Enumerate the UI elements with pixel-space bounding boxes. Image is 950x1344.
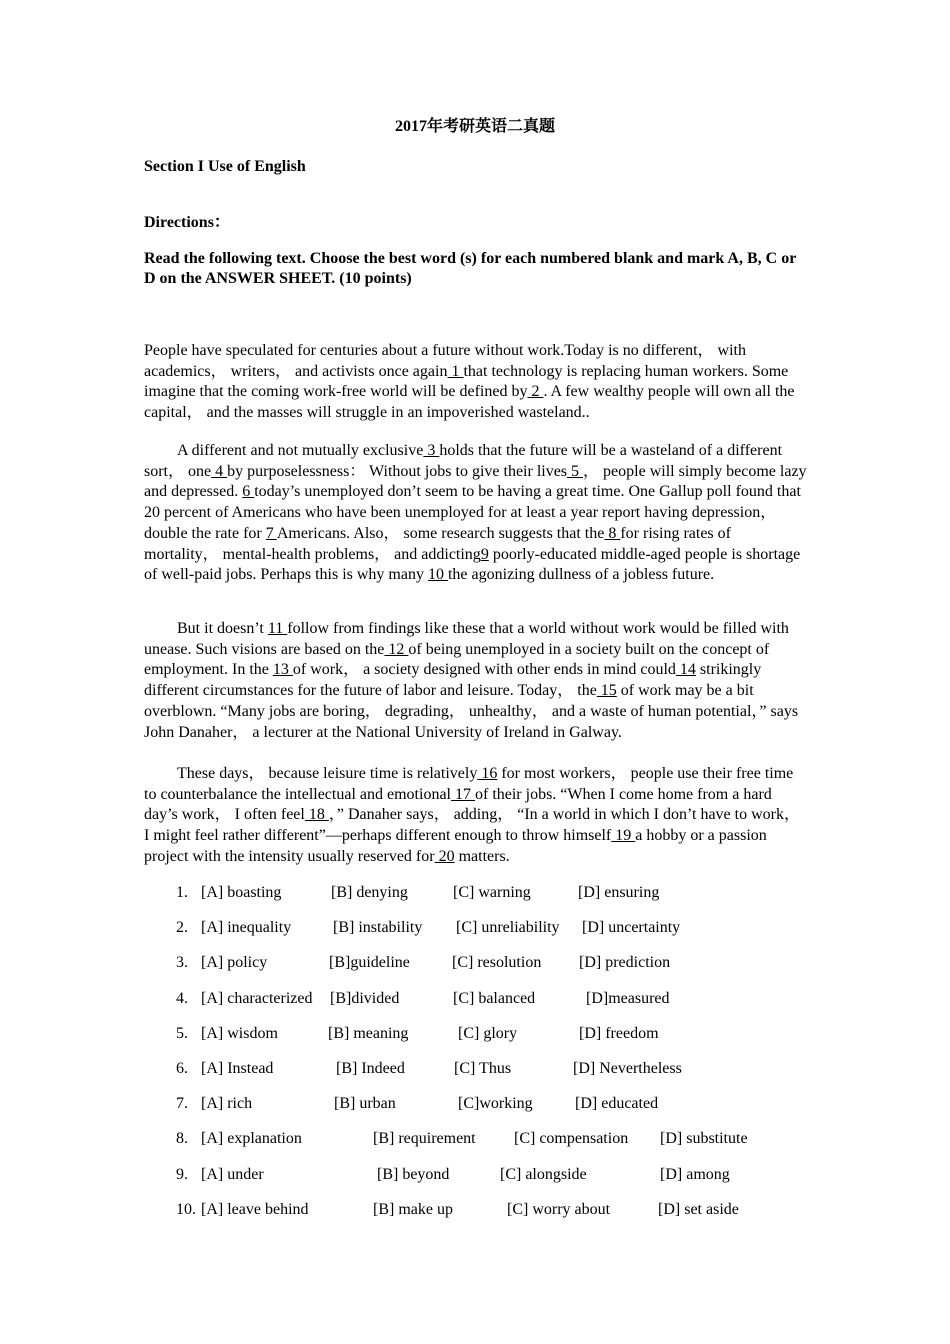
- option-choice: [C] worry about: [507, 1200, 611, 1218]
- text-run: the agonizing dullness of a jobless future.: [447, 566, 715, 584]
- blank-number: 5: [567, 462, 584, 480]
- option-choice: [A] leave behind: [201, 1200, 309, 1218]
- text-run: matters.: [454, 847, 510, 865]
- option-choice: [C] unreliability: [456, 919, 560, 937]
- text-run: These days， because leisure time is relatively: [177, 765, 478, 782]
- text-run: ，” Danaher says， adding， “In a world in which I don’t have to work， I might feel rather different”—perhaps different enough to throw himself: [144, 806, 800, 845]
- blank-number: 12: [384, 640, 409, 658]
- question-number: 4.: [176, 989, 188, 1007]
- text-run: strikingly different circumstances for the future of labor and leisure. Today， the: [144, 661, 762, 700]
- blank-number: 7: [265, 524, 277, 542]
- text-run: A different and not mutually exclusive: [177, 442, 424, 459]
- option-choice: [D] uncertainty: [582, 919, 681, 937]
- blank-number: 14: [675, 661, 696, 679]
- blank-number: 2: [527, 383, 544, 401]
- option-choice: [B] meaning: [328, 1024, 409, 1042]
- option-choice: [C] balanced: [453, 989, 536, 1007]
- blank-number: 4: [211, 462, 228, 480]
- option-choice: [D] prediction: [579, 954, 671, 972]
- text-run: But it doesn’t: [177, 620, 268, 637]
- blank-number: 15: [596, 682, 617, 700]
- option-choice: [A] rich: [201, 1095, 253, 1113]
- question-number: 9.: [176, 1165, 188, 1183]
- instructions-text: Read the following text. Choose the best word (s) for each numbered blank and mark A, B, C or D on the ANSWER SHEET. (10 points): [144, 250, 797, 287]
- text-run: holds that the future will be a wasteland of a different sort， one: [144, 442, 783, 480]
- section-heading: Section I Use of English: [144, 158, 306, 175]
- option-choice: [A] policy: [201, 954, 268, 972]
- blank-number: 1: [447, 362, 464, 380]
- option-choice: [B] requirement: [373, 1130, 476, 1148]
- blank-number: 11: [267, 620, 288, 637]
- text-run: of their jobs. “When I come home from a hard day’s work， I often feel: [144, 785, 772, 824]
- question-number: 7.: [176, 1095, 188, 1113]
- question-number: 10.: [176, 1200, 196, 1218]
- blank-number: 8: [604, 524, 621, 542]
- text-run: follow from findings like these that a world without work would be filled with unease. Such visions are based on the: [144, 620, 789, 658]
- blank-number: 20: [434, 847, 455, 865]
- blank-number: 13: [272, 661, 293, 679]
- option-choice: [B] beyond: [377, 1165, 450, 1183]
- option-choice: [C] compensation: [514, 1130, 629, 1148]
- question-number: 2.: [176, 919, 188, 937]
- option-choice: [D]measured: [586, 989, 670, 1007]
- option-choice: [A] characterized: [201, 989, 313, 1007]
- question-number: 6.: [176, 1059, 188, 1077]
- question-number: 3.: [176, 954, 188, 972]
- text-run: ， people will simply become lazy and depressed.: [144, 462, 807, 501]
- blank-number: 17: [450, 785, 475, 803]
- option-choice: [B] make up: [373, 1200, 453, 1218]
- option-choice: [D] Nevertheless: [573, 1059, 682, 1077]
- page-title: 2017年考研英语二真题: [394, 118, 555, 135]
- question-number: 1.: [176, 884, 188, 901]
- option-choice: [D] freedom: [579, 1024, 659, 1042]
- option-choice: [D] set aside: [658, 1200, 739, 1218]
- blank-number: 16: [477, 765, 498, 782]
- option-choice: [B] urban: [334, 1095, 396, 1113]
- option-choice: [B] denying: [331, 884, 408, 901]
- option-choice: [C] warning: [453, 884, 531, 901]
- option-choice: [A] boasting: [201, 884, 282, 901]
- blank-number: 10: [427, 566, 448, 584]
- text-run: by purposelessness： Without jobs to give their lives: [227, 462, 568, 480]
- text-run: poorly-educated middle-aged people is shortage of well-paid jobs. Perhaps this is why many: [144, 545, 801, 584]
- blank-number: 19: [611, 827, 636, 845]
- text-run: for rising rates of mortality， mental-health problems， and addicting: [144, 524, 731, 563]
- blank-number: 6: [242, 483, 255, 501]
- passage-paragraph-4: [144, 764, 809, 868]
- option-choice: [C]working: [458, 1095, 533, 1113]
- blank-number: 9: [480, 545, 489, 563]
- option-choice: [A] explanation: [201, 1130, 302, 1148]
- passage-paragraph-3: [144, 619, 809, 743]
- question-number: 8.: [176, 1130, 188, 1148]
- option-choice: [C] glory: [458, 1024, 518, 1042]
- option-choice: [C] Thus: [454, 1059, 512, 1077]
- option-choice: [B] Indeed: [336, 1059, 405, 1077]
- option-choice: [D] educated: [575, 1095, 659, 1113]
- text-run: People have speculated for centuries about a future without work.Today is no different， with academics， writers， and activists once again: [144, 342, 746, 380]
- text-run: that technology is replacing human workers. Some imagine that the coming work-free world will be defined by: [144, 362, 789, 401]
- text-run: a hobby or a passion project with the intensity usually reserved for: [144, 827, 767, 865]
- text-run: Americans. Also， some research suggests that the: [276, 524, 605, 542]
- option-choice: [C] resolution: [452, 954, 542, 972]
- option-choice: [B] instability: [333, 919, 423, 937]
- option-choice: [D] substitute: [660, 1130, 748, 1148]
- option-choice: [B]divided: [330, 989, 400, 1007]
- question-number: 5.: [176, 1024, 188, 1042]
- text-run: for most workers， people use their free time to counterbalance the intellectual and emotional: [144, 765, 794, 803]
- text-run: of being unemployed in a society built on the concept of employment. In the: [144, 640, 770, 679]
- text-run: . A few wealthy people will own all the capital， and the masses will struggle in an impoverished wasteland..: [144, 383, 795, 422]
- text-run: of work， a society designed with other ends in mind could: [292, 661, 676, 679]
- option-choice: [B]guideline: [329, 954, 410, 972]
- text-run: of work may be a bit overblown. “Many jobs are boring， degrading， unhealthy， and a waste of human potential，” says John Danaher， a lecturer at the National University of Ireland in Galway.: [144, 682, 799, 741]
- option-choice: [A] wisdom: [201, 1024, 278, 1042]
- passage-paragraph-1: [144, 341, 809, 424]
- option-choice: [A] inequality: [201, 919, 292, 937]
- option-choice: [C] alongside: [500, 1165, 587, 1183]
- directions-label: Directions：: [144, 214, 230, 231]
- passage-paragraph-2: [144, 441, 809, 586]
- blank-number: 18: [304, 806, 329, 824]
- option-choice: [A] Instead: [201, 1059, 274, 1077]
- option-choice: [D] ensuring: [578, 884, 660, 901]
- option-choice: [D] among: [660, 1165, 730, 1183]
- option-choice: [A] under: [201, 1165, 264, 1183]
- text-run: today’s unemployed don’t seem to be having a great time. One Gallup poll found that 20 percent of Americans who have been unemployed for at least a year report having depression， double the rate for: [144, 483, 801, 542]
- blank-number: 3: [423, 442, 440, 459]
